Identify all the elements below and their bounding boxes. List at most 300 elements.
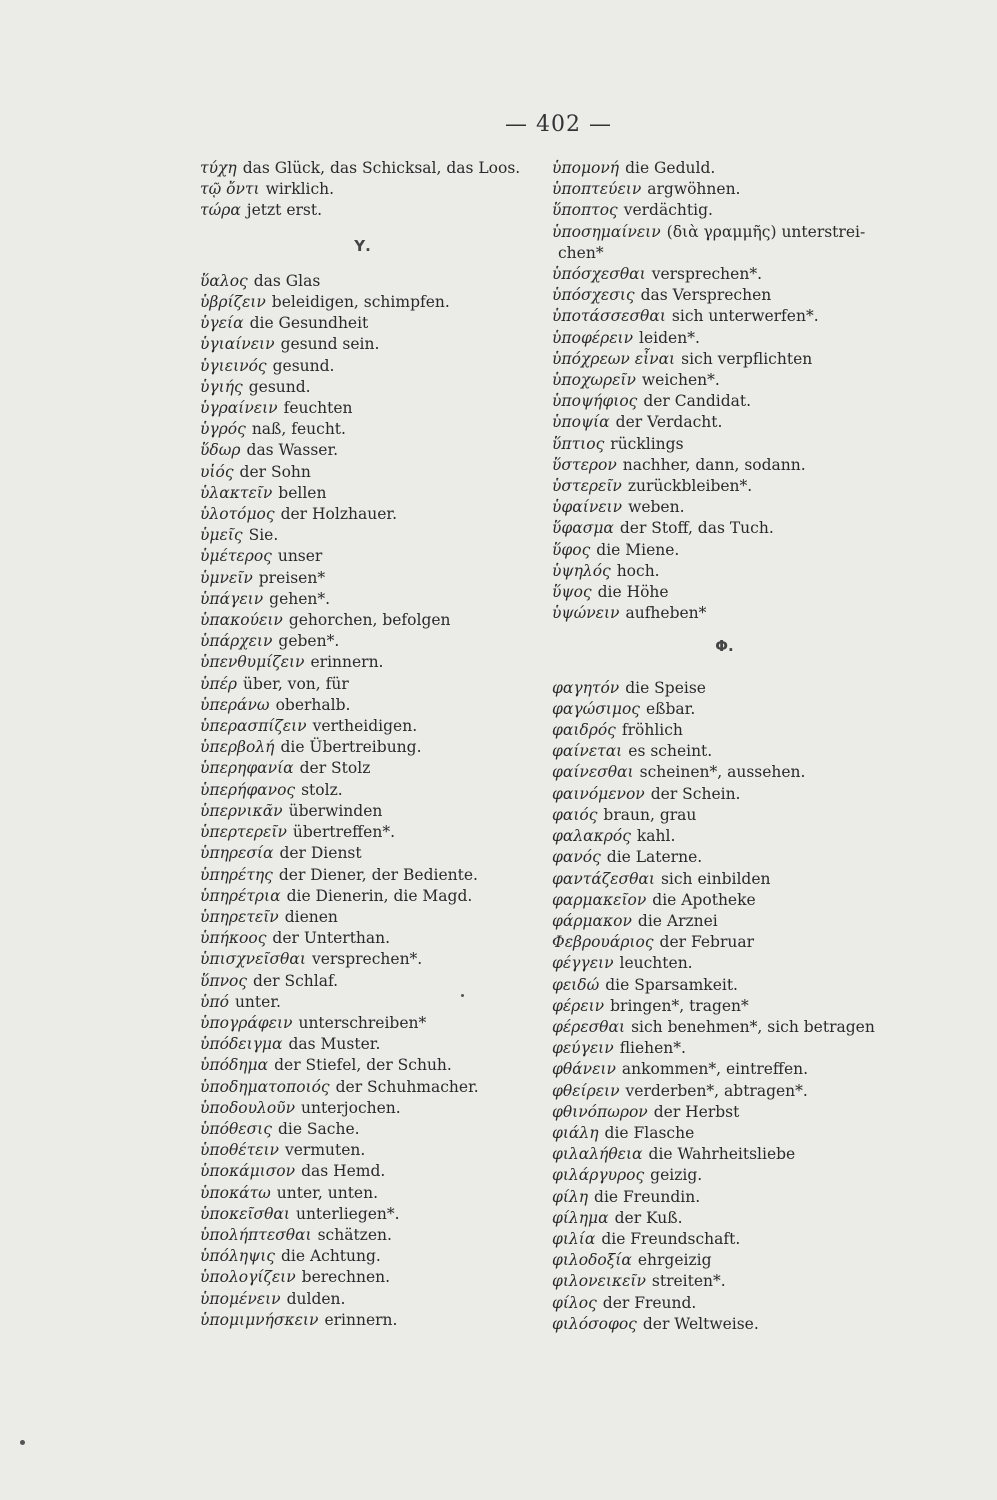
dictionary-entry [552,264,897,285]
dictionary-entry [552,1102,897,1123]
greek-term: ὑποδηματοποιός [200,1077,330,1096]
greek-term: ὕπνος [200,971,248,990]
german-translation: die Übertreibung. [280,738,422,757]
greek-term: ὑποδουλοῦν [200,1098,296,1117]
german-translation: gehen*. [269,589,331,608]
greek-term: ὕδωρ [200,441,241,460]
greek-term: ὑποσημαίνειν [552,222,661,241]
dictionary-entry [200,716,545,737]
german-translation: wirklich. [265,180,335,199]
german-translation: der Weltweise. [642,1314,759,1333]
dictionary-entry [552,953,897,974]
german-translation: der Holzhauer. [280,505,397,524]
dictionary-entry [200,758,545,779]
german-translation: gesund. [248,377,311,396]
dictionary-entry [552,826,897,847]
greek-term: φέγγειν [552,954,614,973]
paper-speck [20,1440,25,1445]
dictionary-entry [552,1165,897,1186]
german-translation: das Versprechen [640,286,772,305]
dictionary-entry [200,695,545,716]
german-translation: kahl. [636,827,676,846]
greek-term: ὑποψήφιος [552,392,638,411]
german-translation: schätzen. [317,1225,392,1244]
german-translation: der Stoff, das Tuch. [619,519,774,538]
dictionary-entry [200,949,545,970]
greek-term: ὑπεράνω [200,695,270,714]
dictionary-entry [200,462,545,483]
german-translation: aufheben* [625,604,707,623]
greek-term: φθείρειν [552,1081,620,1100]
german-translation: dulden. [286,1289,346,1308]
german-translation: der Sohn [239,462,311,481]
german-translation: fliehen*. [619,1039,686,1058]
dictionary-entry [200,992,545,1013]
greek-term: ὑπόσχεσθαι [552,265,646,284]
dictionary-entry [552,158,897,179]
german-translation: unter. [234,992,281,1011]
greek-term: ὑγραίνειν [200,399,278,418]
german-translation: der Dienst [279,844,362,863]
dictionary-entry [552,784,897,805]
dictionary-entry [552,1229,897,1250]
dictionary-entry [552,1081,897,1102]
dictionary-entry [552,1314,897,1335]
german-translation: die Miene. [596,540,680,559]
greek-term: τώρα [200,201,241,220]
dictionary-entry [200,1140,545,1161]
greek-term: ὑπερασπίζειν [200,717,307,736]
greek-term: ὑπέρ [200,674,238,693]
dictionary-entry [552,391,897,412]
dictionary-entry [552,412,897,433]
greek-term: ὑπόθεσις [200,1119,272,1138]
greek-term: φέρειν [552,996,605,1015]
german-translation: gesund. [272,356,335,375]
german-translation: der Kuß. [614,1208,683,1227]
german-translation: übertreffen*. [292,823,396,842]
greek-term: ὕψος [552,583,592,602]
dictionary-entry [552,762,897,783]
dictionary-entry [200,737,545,758]
dictionary-entry [552,200,897,221]
dictionary-entry [552,720,897,741]
german-translation: das Wasser. [246,441,339,460]
paper-speck [461,994,464,997]
german-translation: gehorchen, befolgen [288,611,451,630]
german-translation: rücklings [610,434,684,453]
german-translation: nachher, dann, sodann. [622,455,806,474]
dictionary-entry [200,398,545,419]
german-translation: der Diener, der Bediente. [278,865,478,884]
german-translation: über, von, für [243,674,349,693]
greek-term: ὕπτιος [552,434,605,453]
german-translation: die Sache. [277,1119,360,1138]
dictionary-entry [552,1271,897,1292]
german-translation: die Dienerin, die Magd. [286,886,473,905]
german-translation: überwinden [288,801,383,820]
dictionary-entry [552,603,897,624]
german-translation: die Arznei [637,911,718,930]
german-translation: die Geduld. [625,159,716,177]
greek-term: ὑμεῖς [200,526,243,545]
german-translation: verdächtig. [623,201,713,220]
greek-term: ὑψηλός [552,561,611,580]
dictionary-entry [200,928,545,949]
greek-term: φθάνειν [552,1060,616,1079]
german-translation: naß, feucht. [251,420,346,439]
german-translation: vertheidigen. [312,717,418,736]
page-number: — 402 — [505,112,612,137]
dictionary-entry [552,890,897,911]
greek-term: ὑπακούειν [200,611,283,630]
dictionary-entry [200,377,545,398]
german-translation: weichen*. [641,371,720,390]
greek-term: φιλόσοφος [552,1314,637,1333]
german-translation: argwöhnen. [647,180,741,199]
greek-term: ὑπερτερεῖν [200,823,287,842]
greek-term: ὑποκάτω [200,1183,271,1202]
dictionary-entry [552,582,897,603]
greek-term: ὑποκάμισον [200,1162,296,1181]
german-translation: jetzt erst. [246,201,323,220]
dictionary-entry [200,568,545,589]
dictionary-entry [552,1038,897,1059]
greek-term: ὕποπτος [552,201,618,220]
dictionary-entry [552,306,897,327]
greek-term: ὑμέτερος [200,547,272,566]
dictionary-entry [200,200,545,221]
german-translation: die Freundin. [594,1187,701,1206]
german-translation: unter, unten. [276,1183,379,1202]
german-translation: preisen* [258,568,326,587]
dictionary-entry [552,540,897,561]
dictionary-entry [552,328,897,349]
german-translation: versprechen*. [311,950,423,969]
greek-term: ὑποχωρεῖν [552,371,636,390]
german-translation: der Herbst [653,1102,740,1121]
greek-term: ὑπομένειν [200,1289,281,1308]
german-translation: das Glück, das Schicksal, das Loos. [242,159,521,177]
dictionary-entry [200,440,545,461]
dictionary-entry [200,780,545,801]
greek-term: ὑπάγειν [200,589,264,608]
dictionary-entry [200,801,545,822]
german-translation: versprechen*. [651,265,762,284]
german-translation: das Hemd. [301,1162,386,1181]
dictionary-entry [200,1204,545,1225]
dictionary-entry [552,805,897,826]
right-phi-entries [552,678,897,1335]
dictionary-entry [552,975,897,996]
greek-term: ὑπομονή [552,159,620,177]
german-translation: scheinen*, aussehen. [639,763,806,782]
german-translation: die Flasche [604,1123,695,1142]
dictionary-entry [552,179,897,200]
greek-term: ὑπενθυμίζειν [200,653,305,672]
greek-term: ὑμνεῖν [200,568,253,587]
german-translation: hoch. [616,561,660,580]
german-translation: leuchten. [619,954,693,973]
greek-term: ὑπισχνεῖσθαι [200,950,306,969]
dictionary-entry [200,652,545,673]
german-translation: eßbar. [645,699,696,718]
greek-term: φθινόπωρον [552,1102,648,1121]
german-translation: bellen [278,483,327,502]
dictionary-entry [200,674,545,695]
greek-term: φίλημα [552,1208,609,1227]
dictionary-entry [552,434,897,455]
german-translation: (διὰ γραμμῆς) unterstrei- [666,222,866,241]
greek-term: ὑπογράφειν [200,1013,293,1032]
greek-term: ὑποψία [552,413,610,432]
german-translation: fröhlich [621,721,683,740]
dictionary-entry [200,483,545,504]
dictionary-entry [200,1225,545,1246]
greek-term: φέρεσθαι [552,1017,626,1036]
greek-term: ὑπό [200,992,229,1011]
dictionary-entry [200,971,545,992]
dictionary-entry [200,1310,545,1331]
greek-term: ὕφος [552,540,591,559]
german-translation: der Stiefel, der Schuh. [274,1056,452,1075]
dictionary-entry [552,476,897,497]
right-upsilon-entries [552,158,897,624]
greek-term: ὑπόληψις [200,1247,275,1266]
greek-term: ὑπολογίζειν [200,1268,296,1287]
german-translation: der Stolz [299,759,371,778]
german-translation: chen* [558,243,604,262]
greek-term: φειδώ [552,975,600,994]
german-translation: erinnern. [324,1310,398,1329]
greek-term: ὑπηρεσία [200,844,274,863]
german-translation: die Achtung. [280,1247,381,1266]
greek-term: φαρμακεῖον [552,890,647,909]
dictionary-entry [200,334,545,355]
greek-term: τῷ ὄντι [200,180,260,199]
greek-term: ὑπόδημα [200,1056,269,1075]
greek-term: ὑλοτόμος [200,505,275,524]
dictionary-entry [552,1208,897,1229]
dictionary-entry [200,886,545,907]
dictionary-entry [552,349,897,370]
greek-term: φιάλη [552,1123,599,1142]
dictionary-entry [200,1119,545,1140]
greek-term: φάρμακον [552,911,632,930]
dictionary-entry [552,222,897,243]
dictionary-entry [200,1289,545,1310]
greek-term: ὑπερβολή [200,738,275,757]
greek-term: ὑγρός [200,420,246,439]
german-translation: zurückbleiben*. [627,477,753,496]
dictionary-entry [552,1187,897,1208]
greek-term: ὑποπτεύειν [552,180,642,199]
greek-term: ὑστερεῖν [552,477,622,496]
greek-term: ὑπολήπτεσθαι [200,1225,312,1244]
german-translation: sich verpflichten [681,349,813,368]
german-translation: leiden*. [639,328,700,347]
dictionary-entry [200,1077,545,1098]
greek-term: υἱός [200,462,234,481]
greek-term: ὑποφέρειν [552,328,634,347]
german-translation: erinnern. [310,653,384,672]
german-translation: braun, grau [603,805,697,824]
greek-term: ὑφαίνειν [552,498,623,517]
greek-term: ὑγεία [200,314,244,333]
german-translation: der Schlaf. [253,971,339,990]
greek-term: τύχη [200,159,237,177]
dictionary-entry [552,561,897,582]
greek-term: ὑπόσχεσις [552,286,635,305]
dictionary-entry [200,356,545,377]
dictionary-entry [200,158,545,179]
greek-term: ὑγιής [200,377,243,396]
german-translation: unterschreiben* [298,1013,427,1032]
dictionary-entry [200,1183,545,1204]
greek-term: φίλη [552,1187,589,1206]
greek-term: φαγητόν [552,678,620,697]
greek-term: ὑπάρχειν [200,632,273,651]
german-translation: der Schein. [650,784,741,803]
greek-term: φιλονεικεῖν [552,1272,646,1291]
dictionary-entry [552,741,897,762]
greek-term: φίλος [552,1293,597,1312]
german-translation: die Gesundheit [249,314,369,333]
german-translation: die Speise [625,678,706,697]
dictionary-entry [200,907,545,928]
german-translation: der Verdacht. [615,413,723,432]
german-translation: der Schuhmacher. [335,1077,479,1096]
german-translation: die Freundschaft. [601,1229,741,1248]
dictionary-entry [200,589,545,610]
left-top-entries [200,158,545,222]
dictionary-entry [552,285,897,306]
dictionary-entry [552,1293,897,1314]
dictionary-entry [200,822,545,843]
dictionary-entry [552,911,897,932]
greek-term: ὕφασμα [552,519,614,538]
german-translation: das Muster. [288,1035,381,1054]
greek-term: φεύγειν [552,1039,614,1058]
greek-term: ὑπερνικᾶν [200,801,283,820]
german-translation: sich unterwerfen*. [671,307,819,326]
greek-term: ὑβρίζειν [200,293,266,312]
greek-term: φαλακρός [552,827,631,846]
dictionary-entry [200,1267,545,1288]
greek-term: ὑποθέτειν [200,1141,279,1160]
greek-term: φανός [552,848,601,867]
german-translation: verderben*, abtragen*. [625,1081,808,1100]
greek-term: ὑπόδειγμα [200,1035,283,1054]
greek-term: ὑψώνειν [552,604,620,623]
greek-term: Φεβρουάριος [552,933,654,952]
dictionary-entry [200,1034,545,1055]
german-translation: geizig. [650,1166,703,1185]
german-translation: vermuten. [284,1141,366,1160]
dictionary-entry [200,1098,545,1119]
dictionary-entry [200,179,545,200]
left-column [200,158,545,1331]
german-translation: der Februar [659,933,755,952]
greek-term: ὑπερηφανία [200,759,294,778]
german-translation: streiten*. [651,1272,726,1291]
dictionary-entry [552,699,897,720]
dictionary-entry [200,271,545,292]
section-letter-upsilon: Υ. [354,236,371,255]
left-main-entries [200,271,545,1331]
dictionary-entry [552,1144,897,1165]
german-translation: der Candidat. [643,392,752,411]
greek-term: φιλάργυρος [552,1166,645,1185]
german-translation: die Apotheke [652,890,756,909]
dictionary-entry [552,1059,897,1080]
greek-term: ὑπομιμνήσκειν [200,1310,319,1329]
german-translation: berechnen. [301,1268,391,1287]
greek-term: ὑποτάσσεσθαι [552,307,666,326]
dictionary-entry [552,518,897,539]
german-translation: sich einbilden [660,869,771,888]
section-letter-phi: Φ. [715,637,734,656]
dictionary-entry [552,370,897,391]
greek-term: ὑποκεῖσθαι [200,1204,290,1223]
dictionary-entry [200,631,545,652]
greek-term: φαιδρός [552,721,616,740]
german-translation: feuchten [283,399,353,418]
german-translation: dienen [284,907,338,926]
dictionary-entry [552,1017,897,1038]
greek-term: ὑγιεινός [200,356,267,375]
greek-term: φαίνεται [552,742,623,761]
dictionary-entry [200,525,545,546]
greek-term: ὕαλος [200,271,248,290]
german-translation: das Glas [253,271,321,290]
german-translation: stolz. [301,780,343,799]
dictionary-entry [200,313,545,334]
german-translation: weben. [628,498,685,517]
greek-term: φαντάζεσθαι [552,869,655,888]
german-translation: die Laterne. [606,848,703,867]
german-translation: ehrgeizig [637,1251,712,1270]
german-translation: sich benehmen*, sich betragen [631,1017,875,1036]
dictionary-entry [552,1250,897,1271]
greek-term: φαινόμενον [552,784,645,803]
greek-term: ὑπηρετεῖν [200,907,279,926]
dictionary-entry [552,996,897,1017]
german-translation: ankommen*, eintreffen. [621,1060,809,1079]
german-translation: der Freund. [602,1293,697,1312]
greek-term: ὑγιαίνειν [200,335,275,354]
greek-term: ὑπηρέτρια [200,886,281,905]
german-translation: unser [277,547,323,566]
german-translation: geben*. [278,632,340,651]
german-translation: Sie. [248,526,279,545]
dictionary-entry [552,932,897,953]
dictionary-entry [552,847,897,868]
dictionary-entry [200,865,545,886]
dictionary-entry [200,1246,545,1267]
dictionary-entry [200,610,545,631]
greek-term: ὑλακτεῖν [200,483,273,502]
dictionary-entry [200,843,545,864]
dictionary-entry [200,1013,545,1034]
greek-term: ὑπηρέτης [200,865,273,884]
greek-term: ὑπερήφανος [200,780,296,799]
german-translation: die Wahrheitsliebe [648,1145,796,1164]
greek-term: φιλία [552,1229,596,1248]
greek-term: φιλοδοξία [552,1251,632,1270]
greek-term: ὕστερον [552,455,617,474]
dictionary-entry [552,243,897,264]
